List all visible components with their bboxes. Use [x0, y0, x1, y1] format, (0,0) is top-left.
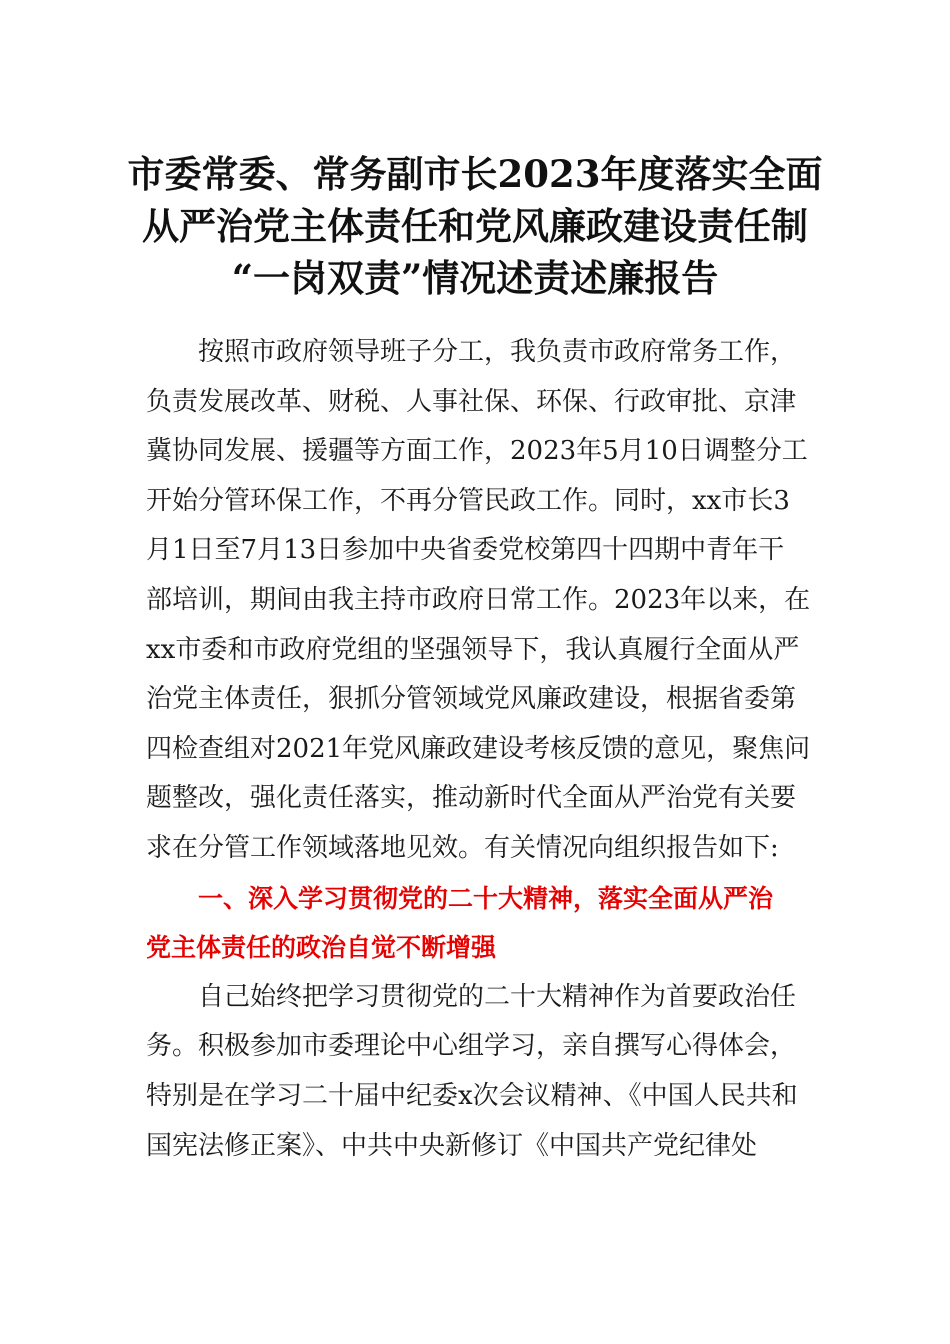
paragraph-line: 月1日至7月13日参加中央省委党校第四十四期中青年干: [146, 535, 785, 566]
title-line: 市委常委、常务副市长2023年度落实全面: [127, 152, 823, 196]
title-line: 从严治党主体责任和党风廉政建设责任制: [142, 204, 808, 248]
paragraph-section-1: [146, 973, 816, 1171]
paragraph-line: 特别是在学习二十届中纪委x次会议精神、《中国人民共和: [146, 1080, 798, 1111]
paragraph-line: 国宪法修正案》、中共中央新修订《中国共产党纪律处: [146, 1130, 758, 1161]
paragraph-line: 冀协同发展、援疆等方面工作，2023年5月10日调整分工: [146, 436, 808, 467]
heading-line: 一、深入学习贯彻党的二十大精神，落实全面从严治: [198, 883, 774, 913]
title-line: “一岗双责”情况述责述廉报告: [231, 256, 719, 300]
document-body: [146, 328, 816, 1171]
heading-line: 党主体责任的政治自觉不断增强: [146, 933, 497, 963]
paragraph-line: 题整改，强化责任落实，推动新时代全面从严治党有关要: [146, 783, 797, 814]
document-title: [120, 148, 830, 304]
paragraph-line: 自己始终把学习贯彻党的二十大精神作为首要政治任: [198, 981, 797, 1012]
paragraph-line: 四检查组对2021年党风廉政建设考核反馈的意见，聚焦问: [146, 733, 811, 764]
section-heading-1: [146, 874, 816, 973]
paragraph-intro: [146, 328, 816, 874]
paragraph-line: xx市委和市政府党组的坚强领导下，我认真履行全面从严: [146, 634, 800, 665]
paragraph-line: 开始分管环保工作，不再分管民政工作。同时，xx市长3: [146, 485, 790, 516]
paragraph-line: 治党主体责任，狠抓分管领域党风廉政建设，根据省委第: [146, 684, 797, 715]
paragraph-line: 负责发展改革、财税、人事社保、环保、行政审批、京津: [146, 386, 797, 417]
paragraph-line: 部培训，期间由我主持市政府日常工作。2023年以来，在: [146, 584, 811, 615]
paragraph-line: 按照市政府领导班子分工，我负责市政府常务工作，: [198, 337, 797, 367]
paragraph-line: 求在分管工作领域落地见效。有关情况向组织报告如下:: [146, 832, 779, 863]
paragraph-line: 务。积极参加市委理论中心组学习，亲自撰写心得体会，: [146, 1031, 797, 1062]
